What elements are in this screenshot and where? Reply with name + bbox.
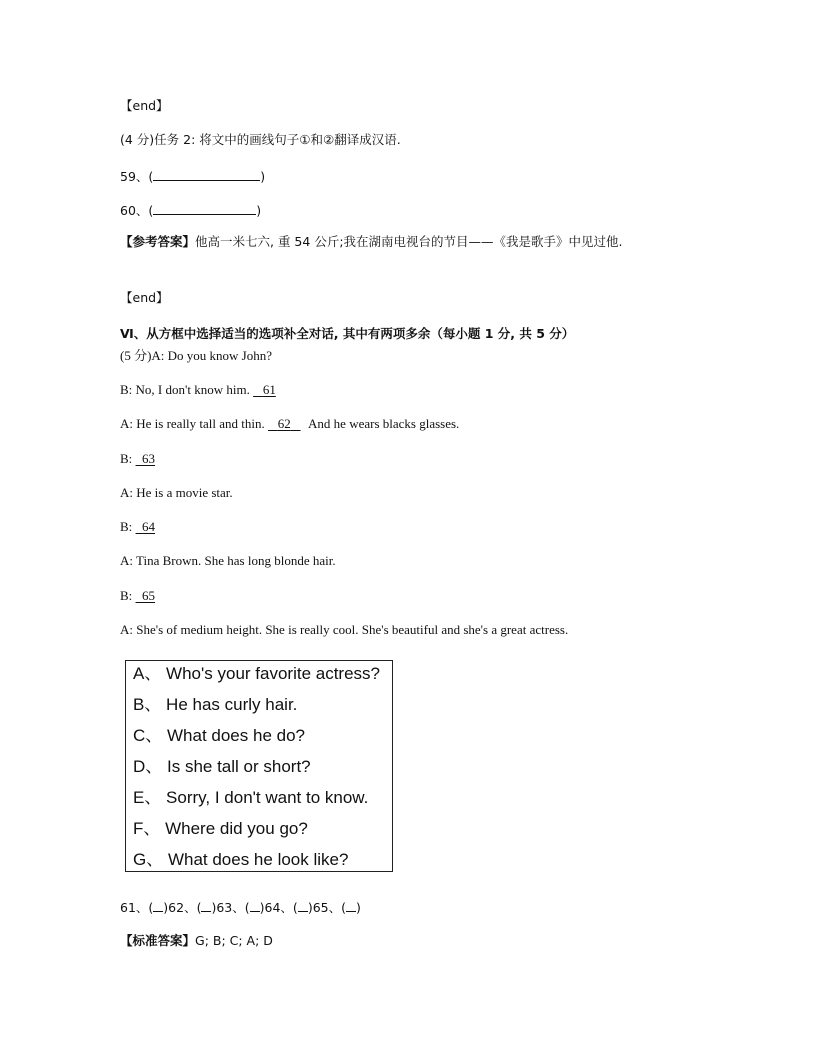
dialogue-line [120, 348, 272, 364]
dialogue-text: A: He is a movie star. [120, 485, 233, 500]
option-a: A、 Who's your favorite actress? [133, 664, 380, 683]
dialogue-line [120, 622, 568, 638]
reference-answer-label: 【参考答案】 [120, 234, 196, 249]
dialogue-text: B: [120, 519, 136, 534]
dialogue-text: B: [120, 588, 136, 603]
question-59 [120, 167, 265, 185]
dialogue-line [120, 451, 164, 467]
answer-close: ) [355, 900, 361, 915]
answer-blank-60[interactable] [153, 201, 256, 215]
options-box [125, 660, 393, 872]
dialogue-text: A: He is really tall and thin. [120, 416, 269, 431]
blank-65[interactable] [136, 588, 164, 604]
answer-blank-64[interactable] [298, 899, 308, 912]
option-f: F、 Where did you go? [133, 819, 308, 838]
dialogue-line [120, 416, 459, 432]
blank-number: 63 [142, 451, 156, 466]
reference-answer-text: 他高一米七六, 重 54 公斤;我在湖南电视台的节目——《我是歌手》中见过他. [195, 234, 623, 249]
blank-61[interactable] [253, 382, 295, 398]
blank-64[interactable] [136, 519, 164, 535]
answer-blank-61[interactable] [153, 899, 163, 912]
blank-number: 61 [262, 382, 276, 397]
dialogue-text: (5 分)A: Do you know John? [120, 348, 273, 363]
dialogue-text: B: [120, 451, 136, 466]
answer-label-64: )64、( [259, 900, 298, 915]
option-b: B、 He has curly hair. [133, 695, 298, 714]
question-59-close: ) [260, 169, 266, 184]
answer-label-65: )65、( [307, 900, 346, 915]
answer-blank-63[interactable] [250, 899, 260, 912]
blank-63[interactable] [136, 451, 164, 467]
blank-number: 62 [277, 416, 291, 431]
standard-answer-text: G; B; C; A; D [195, 933, 273, 948]
task2-prompt: (4 分)任务 2: 将文中的画线句子①和②翻译成汉语. [120, 132, 401, 147]
answer-label-62: )62、( [163, 900, 202, 915]
standard-answer-label: 【标准答案】 [120, 933, 196, 948]
answer-label-63: )63、( [211, 900, 250, 915]
blank-62[interactable] [268, 416, 308, 432]
dialogue-line [120, 382, 295, 398]
answer-line [120, 899, 361, 916]
section-title: Ⅵ、从方框中选择适当的选项补全对话, 其中有两项多余（每小题 1 分, 共 5 分） [120, 326, 575, 341]
end-tag: 【end】 [120, 98, 169, 113]
end-tag: 【end】 [120, 290, 169, 305]
question-60 [120, 201, 261, 219]
answer-blank-62[interactable] [201, 899, 211, 912]
option-e: E、 Sorry, I don't want to know. [133, 788, 369, 807]
dialogue-text: And he wears blacks glasses. [308, 416, 460, 431]
dialogue-text: A: She's of medium height. She is really cool. She's beautiful and she's a great actress. [120, 622, 569, 637]
answer-blank-65[interactable] [346, 899, 356, 912]
dialogue-line [120, 553, 336, 569]
dialogue-line [120, 519, 164, 535]
blank-number: 64 [142, 519, 156, 534]
dialogue-text: A: Tina Brown. She has long blonde hair. [120, 553, 336, 568]
option-c: C、 What does he do? [133, 726, 305, 745]
blank-number: 65 [142, 588, 156, 603]
reference-answer [120, 231, 690, 253]
dialogue-text: B: No, I don't know him. [120, 382, 254, 397]
option-d: D、 Is she tall or short? [133, 757, 311, 776]
question-60-close: ) [256, 203, 262, 218]
option-g: G、 What does he look like? [133, 850, 349, 869]
standard-answer [120, 933, 273, 949]
answer-blank-59[interactable] [153, 167, 260, 181]
question-59-number: 59、( [120, 169, 154, 184]
dialogue-line [120, 485, 233, 501]
dialogue-line [120, 588, 164, 604]
question-60-number: 60、( [120, 203, 154, 218]
answer-label-61: 61、( [120, 900, 154, 915]
